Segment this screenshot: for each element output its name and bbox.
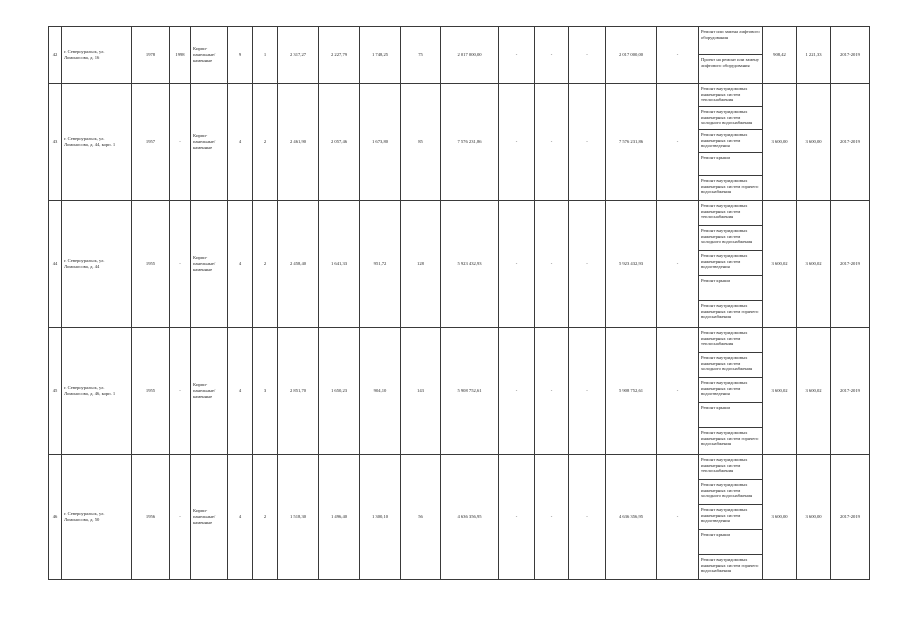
other-cost-cell: -	[657, 201, 699, 328]
living-area-cell: 2 227,79	[319, 27, 360, 84]
max-cost-cell: 3 600,00	[797, 84, 831, 201]
work-type-cell: Ремонт внутридомовых инженерных систем теплоснабжения	[699, 201, 763, 226]
specific-cost-cell: 3 600,02	[763, 201, 797, 328]
floors-cell: 4	[228, 84, 253, 201]
period-cell: 2017-2019	[831, 27, 870, 84]
owners-cost-cell: 5 908 752,61	[606, 328, 657, 455]
row-number-cell: 44	[49, 201, 62, 328]
work-type-cell: Ремонт внутридомовых инженерных систем водоотведения	[699, 251, 763, 276]
total-cost-cell: 2 017 000,00	[441, 27, 499, 84]
residents-cell: 56	[401, 455, 441, 580]
work-type-cell: Ремонт крыши	[699, 530, 763, 555]
private-area-cell: 904,10	[360, 328, 401, 455]
table-row	[49, 84, 870, 107]
work-type-cell: Ремонт внутридомовых инженерных систем горячего водоснабжения	[699, 301, 763, 328]
row-number-cell: 46	[49, 455, 62, 580]
address-cell: г. Североуральск, ул. Ломоносова, д. 50	[62, 455, 132, 580]
year-overhaul-cell: 1998	[170, 27, 191, 84]
year-overhaul-cell: -	[170, 455, 191, 580]
entrances-cell: 2	[253, 201, 278, 328]
total-area-cell: 1 518,30	[278, 455, 319, 580]
living-area-cell: 2 057,46	[319, 84, 360, 201]
owners-cost-cell: 7 576 231,86	[606, 84, 657, 201]
living-area-cell: 1 650,23	[319, 328, 360, 455]
other-cost-cell: -	[657, 27, 699, 84]
wall-material-cell: Кирпи-панельные/каменные	[191, 84, 228, 201]
work-type-cell: Ремонт внутридомовых инженерных систем водоотведения	[699, 130, 763, 153]
budget-cost-cell: -	[535, 84, 569, 201]
row-number-cell: 42	[49, 27, 62, 84]
work-type-cell: Ремонт внутридомовых инженерных систем водоотведения	[699, 505, 763, 530]
budget-cost-cell: -	[535, 455, 569, 580]
owners-cost-cell: 2 017 000,00	[606, 27, 657, 84]
table-row	[49, 328, 870, 353]
table-row	[49, 27, 870, 55]
total-cost-cell: 7 576 231,86	[441, 84, 499, 201]
floors-cell: 4	[228, 201, 253, 328]
living-area-cell: 1 496,40	[319, 455, 360, 580]
work-type-cell: Ремонт внутридомовых инженерных систем холодного водоснабжения	[699, 107, 763, 130]
address-cell: г. Североуральск, ул. Ломоносова, д. 44, корп. 1	[62, 84, 132, 201]
fund-cost-cell: -	[499, 455, 535, 580]
work-type-cell: Проект на ремонт или замену лифтового оборудования	[699, 55, 763, 84]
local-cost-cell: -	[569, 201, 606, 328]
year-built-cell: 1956	[132, 455, 170, 580]
private-area-cell: 1 748,25	[360, 27, 401, 84]
budget-cost-cell: -	[535, 328, 569, 455]
entrances-cell: 3	[253, 328, 278, 455]
housing-repair-table	[48, 26, 870, 580]
total-cost-cell: 4 636 356,95	[441, 455, 499, 580]
row-number-cell: 43	[49, 84, 62, 201]
budget-cost-cell: -	[535, 201, 569, 328]
residents-cell: 143	[401, 328, 441, 455]
total-cost-cell: 5 923 432,93	[441, 201, 499, 328]
floors-cell: 4	[228, 455, 253, 580]
private-area-cell: 1 300,10	[360, 455, 401, 580]
year-built-cell: 1957	[132, 84, 170, 201]
work-type-cell: Ремонт внутридомовых инженерных систем теплоснабжения	[699, 328, 763, 353]
work-type-cell: Ремонт внутридомовых инженерных систем холодного водоснабжения	[699, 480, 763, 505]
total-area-cell: 2 851,70	[278, 328, 319, 455]
owners-cost-cell: 4 636 356,95	[606, 455, 657, 580]
floors-cell: 9	[228, 27, 253, 84]
period-cell: 2017-2019	[831, 201, 870, 328]
year-built-cell: 1978	[132, 27, 170, 84]
specific-cost-cell: 908,42	[763, 27, 797, 84]
document-page	[48, 26, 870, 580]
period-cell: 2017-2019	[831, 84, 870, 201]
work-type-cell: Ремонт или замена лифтового оборудования	[699, 27, 763, 55]
wall-material-cell: Кирпи-панельные/каменные	[191, 27, 228, 84]
local-cost-cell: -	[569, 328, 606, 455]
max-cost-cell: 3 600,00	[797, 455, 831, 580]
max-cost-cell: 1 221,33	[797, 27, 831, 84]
total-area-cell: 2 317,27	[278, 27, 319, 84]
living-area-cell: 1 641,33	[319, 201, 360, 328]
fund-cost-cell: -	[499, 201, 535, 328]
private-area-cell: 1 673,80	[360, 84, 401, 201]
fund-cost-cell: -	[499, 328, 535, 455]
other-cost-cell: -	[657, 84, 699, 201]
wall-material-cell: Кирпи-панельные/каменные	[191, 455, 228, 580]
specific-cost-cell: 3 600,00	[763, 84, 797, 201]
work-type-cell: Ремонт крыши	[699, 276, 763, 301]
address-cell: г. Североуральск, ул. Ломоносова, д. 16	[62, 27, 132, 84]
year-overhaul-cell: -	[170, 328, 191, 455]
work-type-cell: Ремонт крыши	[699, 153, 763, 176]
address-cell: г. Североуральск, ул. Ломоносова, д. 44	[62, 201, 132, 328]
private-area-cell: 951,72	[360, 201, 401, 328]
residents-cell: 75	[401, 27, 441, 84]
work-type-cell: Ремонт внутридомовых инженерных систем теплоснабжения	[699, 84, 763, 107]
year-overhaul-cell: -	[170, 84, 191, 201]
local-cost-cell: -	[569, 84, 606, 201]
work-type-cell: Ремонт внутридомовых инженерных систем холодного водоснабжения	[699, 226, 763, 251]
entrances-cell: 2	[253, 455, 278, 580]
work-type-cell: Ремонт крыши	[699, 403, 763, 428]
owners-cost-cell: 5 923 432,93	[606, 201, 657, 328]
year-built-cell: 1955	[132, 201, 170, 328]
work-type-cell: Ремонт внутридомовых инженерных систем горячего водоснабжения	[699, 428, 763, 455]
year-overhaul-cell: -	[170, 201, 191, 328]
specific-cost-cell: 3 600,00	[763, 455, 797, 580]
work-type-cell: Ремонт внутридомовых инженерных систем горячего водоснабжения	[699, 176, 763, 201]
year-built-cell: 1955	[132, 328, 170, 455]
wall-material-cell: Кирпи-панельные/каменные	[191, 201, 228, 328]
work-type-cell: Ремонт внутридомовых инженерных систем водоотведения	[699, 378, 763, 403]
total-area-cell: 2 461,90	[278, 84, 319, 201]
work-type-cell: Ремонт внутридомовых инженерных систем горячего водоснабжения	[699, 555, 763, 580]
period-cell: 2017-2019	[831, 455, 870, 580]
max-cost-cell: 3 600,02	[797, 328, 831, 455]
address-cell: г. Североуральск, ул. Ломоносова, д. 46, корп. 1	[62, 328, 132, 455]
table-row	[49, 455, 870, 480]
entrances-cell: 1	[253, 27, 278, 84]
total-area-cell: 2 458,40	[278, 201, 319, 328]
entrances-cell: 2	[253, 84, 278, 201]
local-cost-cell: -	[569, 455, 606, 580]
local-cost-cell: -	[569, 27, 606, 84]
period-cell: 2017-2019	[831, 328, 870, 455]
total-cost-cell: 5 908 752,61	[441, 328, 499, 455]
table-row	[49, 201, 870, 226]
residents-cell: 85	[401, 84, 441, 201]
specific-cost-cell: 3 600,02	[763, 328, 797, 455]
residents-cell: 128	[401, 201, 441, 328]
budget-cost-cell: -	[535, 27, 569, 84]
row-number-cell: 45	[49, 328, 62, 455]
fund-cost-cell: -	[499, 84, 535, 201]
fund-cost-cell: -	[499, 27, 535, 84]
floors-cell: 4	[228, 328, 253, 455]
wall-material-cell: Кирпи-панельные/каменные	[191, 328, 228, 455]
work-type-cell: Ремонт внутридомовых инженерных систем холодного водоснабжения	[699, 353, 763, 378]
max-cost-cell: 3 600,02	[797, 201, 831, 328]
other-cost-cell: -	[657, 328, 699, 455]
work-type-cell: Ремонт внутридомовых инженерных систем теплоснабжения	[699, 455, 763, 480]
other-cost-cell: -	[657, 455, 699, 580]
